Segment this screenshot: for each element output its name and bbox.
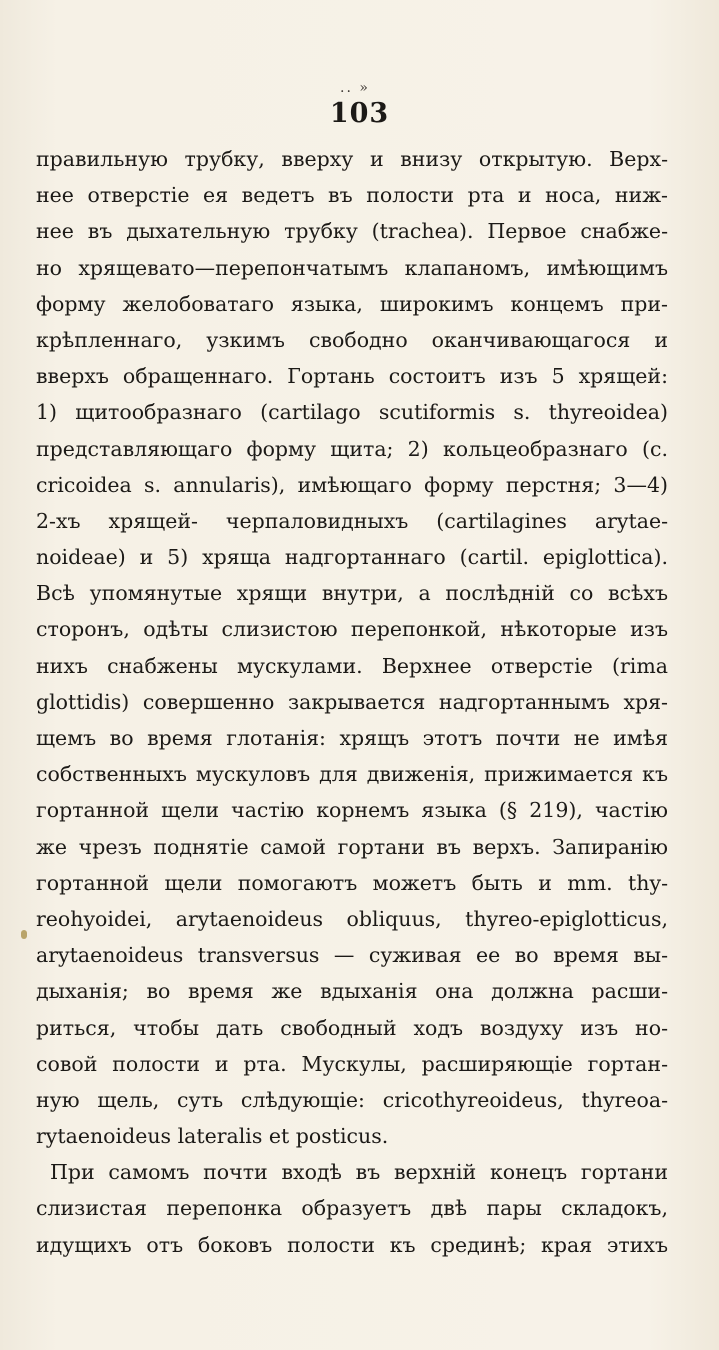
text-line: идущихъ отъ боковъ полости къ срединѣ; края этихъ — [36, 1232, 668, 1257]
text-line: arytaenoideus transversus — суживая ее во время вы- — [36, 943, 668, 968]
text-line: же чрезъ поднятіе самой гортани въ верхъ. Запиранію — [36, 834, 668, 859]
text-line: гортанной щели частію корнемъ языка (§ 219), частію — [36, 798, 668, 823]
text-line-paragraph-end: rytaenoideus lateralis et posticus. — [36, 1124, 389, 1149]
header-mark: .. » — [340, 80, 370, 96]
text-line: нихъ снабжены мускулами. Верхнее отверстіе (rima — [36, 653, 668, 678]
margin-stain — [21, 930, 27, 939]
text-line: собственныхъ мускуловъ для движенія, прижимается къ — [36, 762, 668, 787]
text-line: гортанной щели помогаютъ можетъ быть и mm. thy- — [36, 870, 668, 895]
text-line-paragraph-start: При самомъ почти входѣ въ верхній конецъ гортани — [50, 1160, 668, 1185]
text-line: крѣпленнаго, узкимъ свободно оканчивающагося и — [36, 327, 668, 352]
text-line: 1) щитообразнаго (cartilago scutiformis s. thyreoidea) — [36, 400, 668, 425]
page-number: 103 — [329, 98, 390, 129]
text-line: но хрящевато—перепончатымъ клапаномъ, имѣющимъ — [36, 255, 668, 280]
text-line: риться, чтобы дать свободный ходъ воздуху изъ но- — [36, 1015, 668, 1040]
text-line: reohyoidei, arytaenoideus obliquus, thyreo-epiglotticus, — [36, 906, 668, 931]
text-line: 2-хъ хрящей- черпаловидныхъ (cartilagines arytae- — [36, 508, 668, 533]
text-line: форму желобоватаго языка, широкимъ концемъ при- — [36, 291, 668, 316]
text-line: представляющаго форму щита; 2) кольцеобразнаго (c. — [36, 436, 668, 461]
text-line: щемъ во время глотанія: хрящъ этотъ почти не имѣя — [36, 726, 668, 750]
text-line: noideae) и 5) хряща надгортаннаго (cartil. epiglottica). — [36, 545, 668, 570]
text-line: сторонъ, одѣты слизистою перепонкой, нѣкоторые изъ — [36, 617, 668, 642]
text-line: ную щель, суть слѣдующіе: cricothyreoideus, thyreoa- — [36, 1087, 668, 1112]
text-line: вверхъ обращеннаго. Гортань состоитъ изъ 5 хрящей: — [36, 364, 668, 389]
text-line: Всѣ упомянутые хрящи внутри, а послѣдній со всѣхъ — [36, 581, 668, 606]
text-line: glottidis) совершенно закрывается надгортаннымъ хря- — [36, 689, 668, 714]
text-line: cricoidea s. annularis), имѣющаго форму перстня; 3—4) — [36, 472, 668, 497]
text-line: правильную трубку, вверху и внизу открытую. Верх- — [36, 147, 668, 171]
body-text — [36, 141, 668, 1263]
text-line: слизистая перепонка образуетъ двѣ пары складокъ, — [36, 1196, 668, 1221]
text-line: нее въ дыхательную трубку (trachea). Первое снабже- — [36, 219, 668, 244]
text-line: дыханія; во время же вдыханія она должна расши- — [36, 979, 668, 1004]
text-line: совой полости и рта. Мускулы, расширяющіе гортан- — [36, 1051, 668, 1076]
text-line: нее отверстіе ея ведетъ въ полости рта и носа, ниж- — [36, 183, 668, 208]
